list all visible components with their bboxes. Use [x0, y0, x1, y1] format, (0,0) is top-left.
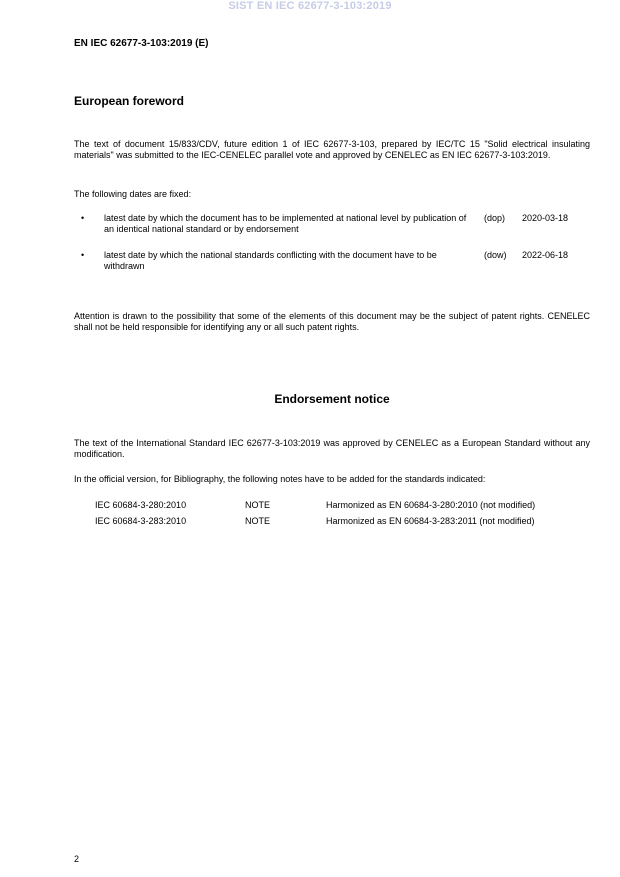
note-standard: IEC 60684-3-280:2010 [95, 500, 187, 510]
date-item-code: (dop) [484, 213, 506, 223]
dates-intro-paragraph: The following dates are fixed: [74, 189, 192, 199]
date-item-date: 2022-06-18 [522, 250, 569, 260]
watermark: SIST EN IEC 62677-3-103:2019 [228, 0, 392, 12]
note-label: NOTE [245, 500, 271, 510]
note-standard: IEC 60684-3-283:2010 [95, 516, 187, 526]
bibliography-notes-intro: In the official version, for Bibliography, the following notes have to be added for the standards indicated: [74, 474, 486, 484]
endorsement-paragraph: The text of the International Standard IEC 62677-3-103:2019 was approved by CENELEC as a European Standard without any modification. [74, 438, 590, 459]
patent-attention-paragraph: Attention is drawn to the possibility that some of the elements of this document may be the subject of patent rights. CENELEC shall not be held responsible for identifying any or all such patent rights. [74, 311, 590, 332]
date-item-text: latest date by which the national standards conflicting with the document have to be withdrawn [104, 250, 437, 271]
date-item-date: 2020-03-18 [522, 213, 569, 223]
document-id-header: EN IEC 62677-3-103:2019 (E) [74, 38, 209, 49]
endorsement-notice-heading: Endorsement notice [274, 392, 390, 406]
bullet-icon: • [81, 250, 85, 260]
page-number: 2 [74, 854, 80, 864]
note-harmonized-text: Harmonized as EN 60684-3-283:2011 (not modified) [326, 516, 535, 526]
foreword-intro-paragraph: The text of document 15/833/CDV, future edition 1 of IEC 62677-3-103, prepared by IEC/TC 15 "Solid electrical insulating materials" was submitted to the IEC-CENELEC parallel vote and approved by CENELEC as EN IEC 62677-3-103:2019. [74, 139, 590, 160]
date-item-code: (dow) [484, 250, 507, 260]
european-foreword-heading: European foreword [74, 94, 185, 108]
bullet-icon: • [81, 213, 85, 223]
date-item-text: latest date by which the document has to be implemented at national level by publication of an identical national standard or by endorsement [104, 213, 467, 234]
note-harmonized-text: Harmonized as EN 60684-3-280:2010 (not modified) [326, 500, 536, 510]
note-label: NOTE [245, 516, 271, 526]
